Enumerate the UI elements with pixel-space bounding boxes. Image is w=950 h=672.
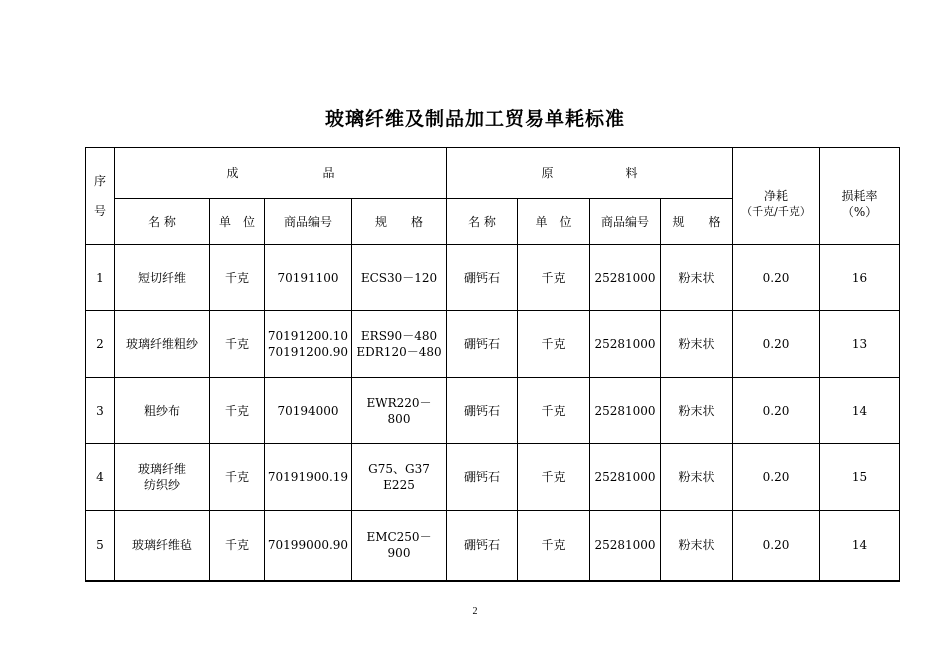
- row-loss-rate: 15: [820, 444, 900, 511]
- row-product-unit: 千克: [210, 511, 265, 581]
- row-material-name: 硼钙石: [447, 378, 518, 444]
- document-title: 玻璃纤维及制品加工贸易单耗标准: [324, 108, 625, 130]
- table-row: [86, 311, 900, 378]
- header-material-spec: 规 格: [661, 199, 733, 245]
- row-product-code: 70191200.10 70191200.90: [265, 311, 352, 378]
- header-row-1: [86, 148, 900, 199]
- row-net-consumption: 0.20: [733, 511, 820, 581]
- row-product-name: 玻璃纤维 纺织纱: [115, 444, 210, 511]
- row-net-consumption: 0.20: [733, 444, 820, 511]
- row-product-unit: 千克: [210, 444, 265, 511]
- row-net-consumption: 0.20: [733, 245, 820, 311]
- row-seq: 3: [86, 378, 115, 444]
- row-product-unit: 千克: [210, 378, 265, 444]
- row-material-spec: 粉末状: [661, 311, 733, 378]
- row-material-code: 25281000: [590, 511, 661, 581]
- header-product-group: 成 品: [115, 148, 447, 199]
- header-material-code: 商品编号: [590, 199, 661, 245]
- row-material-code: 25281000: [590, 444, 661, 511]
- header-seq: 序号: [86, 148, 115, 245]
- row-product-unit: 千克: [210, 311, 265, 378]
- row-material-unit: 千克: [518, 245, 590, 311]
- row-material-unit: 千克: [518, 511, 590, 581]
- row-material-name: 硼钙石: [447, 311, 518, 378]
- row-product-spec: EWR220－ 800: [352, 378, 447, 444]
- row-seq: 5: [86, 511, 115, 581]
- header-product-name: 名 称: [115, 199, 210, 245]
- row-product-name: 粗纱布: [115, 378, 210, 444]
- row-loss-rate: 16: [820, 245, 900, 311]
- row-product-code: 70199000.90: [265, 511, 352, 581]
- row-material-name: 硼钙石: [447, 511, 518, 581]
- row-material-spec: 粉末状: [661, 378, 733, 444]
- row-product-spec: ERS90－480 EDR120－480: [352, 311, 447, 378]
- row-loss-rate: 13: [820, 311, 900, 378]
- consumption-standard-table: [85, 147, 900, 582]
- row-material-code: 25281000: [590, 245, 661, 311]
- row-product-spec: EMC250－ 900: [352, 511, 447, 581]
- header-product-code: 商品编号: [265, 199, 352, 245]
- row-seq: 4: [86, 444, 115, 511]
- row-material-code: 25281000: [590, 311, 661, 378]
- row-material-unit: 千克: [518, 444, 590, 511]
- row-seq: 1: [86, 245, 115, 311]
- row-material-spec: 粉末状: [661, 511, 733, 581]
- header-loss-rate: 损耗率 （%）: [820, 148, 900, 245]
- row-material-spec: 粉末状: [661, 245, 733, 311]
- row-material-name: 硼钙石: [447, 245, 518, 311]
- table-row: [86, 444, 900, 511]
- header-material-name: 名 称: [447, 199, 518, 245]
- row-product-code: 70191900.19: [265, 444, 352, 511]
- row-product-name: 短切纤维: [115, 245, 210, 311]
- header-product-unit: 单 位: [210, 199, 265, 245]
- row-product-spec: ECS30－120: [352, 245, 447, 311]
- row-product-name: 玻璃纤维毡: [115, 511, 210, 581]
- row-material-spec: 粉末状: [661, 444, 733, 511]
- page-number: 2: [472, 606, 478, 617]
- row-loss-rate: 14: [820, 378, 900, 444]
- row-net-consumption: 0.20: [733, 378, 820, 444]
- row-product-name: 玻璃纤维粗纱: [115, 311, 210, 378]
- table-row: [86, 378, 900, 444]
- row-product-code: 70194000: [265, 378, 352, 444]
- row-material-code: 25281000: [590, 378, 661, 444]
- header-product-spec: 规 格: [352, 199, 447, 245]
- row-loss-rate: 14: [820, 511, 900, 581]
- row-seq: 2: [86, 311, 115, 378]
- header-net-consumption: 净耗 （千克/千克）: [733, 148, 820, 245]
- row-product-spec: G75、G37 E225: [352, 444, 447, 511]
- row-material-name: 硼钙石: [447, 444, 518, 511]
- header-material-unit: 单 位: [518, 199, 590, 245]
- header-material-group: 原 料: [447, 148, 733, 199]
- row-material-unit: 千克: [518, 311, 590, 378]
- row-net-consumption: 0.20: [733, 311, 820, 378]
- row-material-unit: 千克: [518, 378, 590, 444]
- row-product-unit: 千克: [210, 245, 265, 311]
- table-row: [86, 245, 900, 311]
- row-product-code: 70191100: [265, 245, 352, 311]
- table-row: [86, 511, 900, 581]
